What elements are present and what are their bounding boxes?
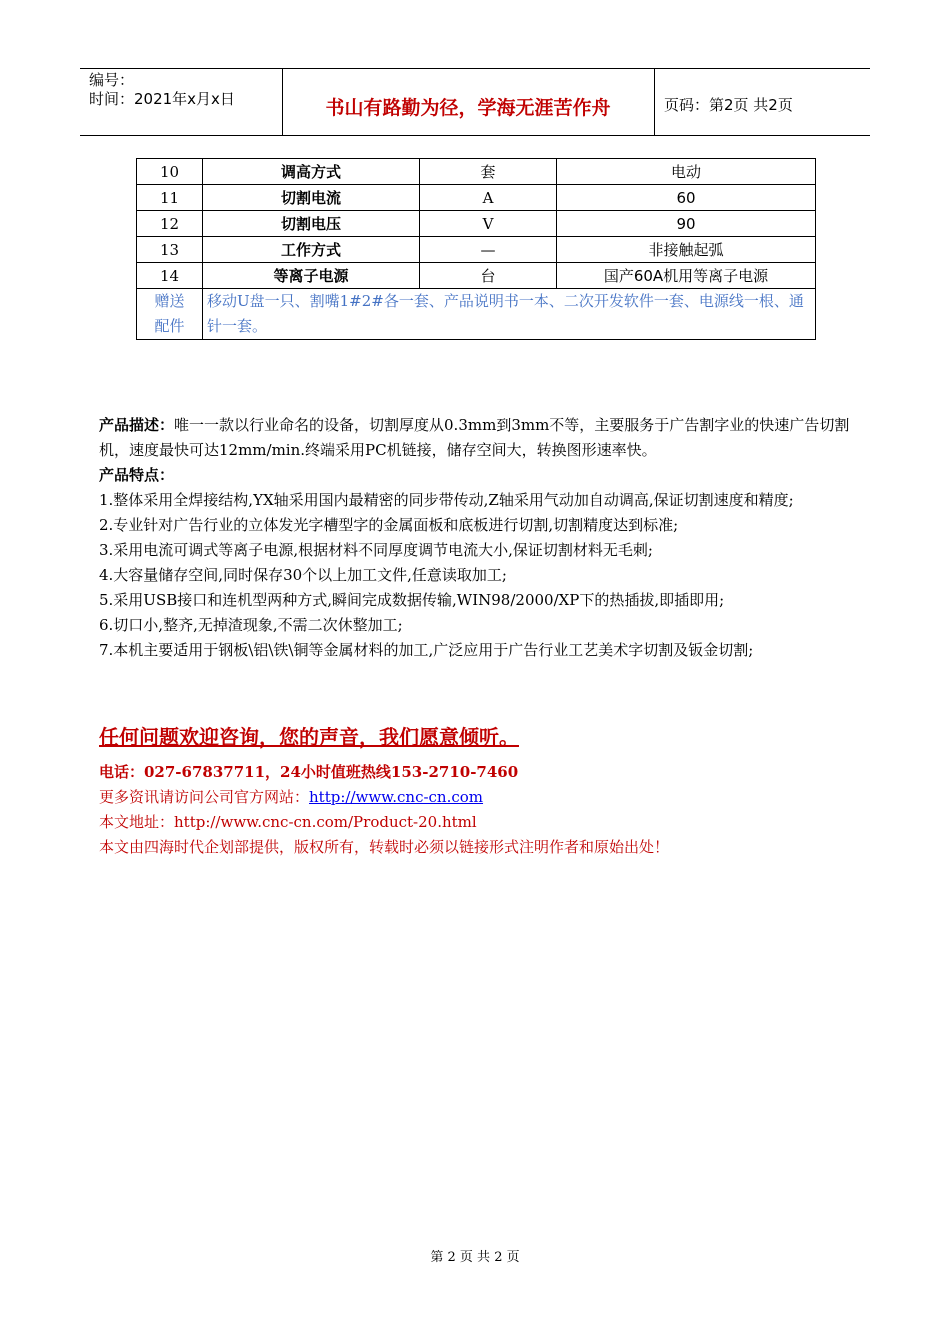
product-body	[99, 413, 859, 663]
spec-name: 调高方式	[203, 159, 420, 185]
header-top-border	[80, 68, 870, 69]
table-row	[137, 211, 816, 237]
header-meta	[89, 71, 235, 109]
features-label: 产品特点：	[99, 466, 175, 484]
contact-slogan: 任何问题欢迎咨询，您的声音，我们愿意倾听。	[99, 725, 519, 749]
doc-date: 时间：2021年x月x日	[89, 90, 235, 108]
header-divider	[654, 68, 655, 135]
spec-name: 工作方式	[203, 237, 420, 263]
gift-label	[137, 289, 203, 340]
spec-unit: V	[420, 211, 557, 237]
website-prefix: 更多资讯请访问公司官方网站：	[99, 788, 310, 806]
table-row	[137, 237, 816, 263]
website-link[interactable]: http://www.cnc-cn.com	[309, 788, 484, 806]
header-bottom-border	[80, 135, 870, 136]
gift-label-line: 赠送	[154, 292, 185, 310]
row-number: 14	[137, 263, 203, 289]
article-url: 本文地址：http://www.cnc-cn.com/Product-20.html	[99, 813, 477, 831]
feature-item: 1.整体采用全焊接结构,YX轴采用国内最精密的同步带传动,Z轴采用气动加自动调高,保证切割速度和精度;	[99, 491, 794, 509]
table-row	[137, 159, 816, 185]
spec-name: 切割电压	[203, 211, 420, 237]
header-motto: 书山有路勤为径，学海无涯苦作舟	[325, 97, 611, 119]
spec-unit: A	[420, 185, 557, 211]
feature-item: 3.采用电流可调式等离子电源,根据材料不同厚度调节电流大小,保证切割材料无毛刺;	[99, 541, 653, 559]
spec-name: 等离子电源	[203, 263, 420, 289]
table-row	[137, 263, 816, 289]
spec-value: 国产60A机用等离子电源	[557, 263, 816, 289]
row-number: 11	[137, 185, 203, 211]
description-text: 唯一一款以行业命名的设备，切割厚度从0.3mm到3mm不等，主要服务于广告割字业的快速广告切割机，速度最快可达12mm/min.终端采用PC机链接，储存空间大，转换图形速率快。	[99, 416, 850, 459]
contact-section	[99, 722, 859, 860]
feature-item: 5.采用USB接口和连机型两种方式,瞬间完成数据传输,WIN98/2000/XP下的热插拔,即插即用;	[99, 591, 725, 609]
spec-value: 90	[557, 211, 816, 237]
gift-label-line: 配件	[154, 317, 185, 335]
row-number: 13	[137, 237, 203, 263]
row-number: 10	[137, 159, 203, 185]
doc-number: 编号：	[89, 71, 135, 89]
spec-unit: 套	[420, 159, 557, 185]
feature-item: 7.本机主要适用于钢板\铝\铁\铜等金属材料的加工,广泛应用于广告行业工艺美术字切割及钣金切割;	[99, 641, 754, 659]
header-page-info: 页码：第2页 共2页	[664, 96, 793, 114]
table-row	[137, 185, 816, 211]
gift-row	[137, 289, 816, 340]
product-description	[99, 413, 859, 463]
feature-item: 2.专业针对广告行业的立体发光字槽型字的金属面板和底板进行切割,切割精度达到标准;	[99, 516, 679, 534]
contact-website	[99, 785, 859, 810]
spec-table	[136, 158, 816, 340]
gift-text: 移动U盘一只、割嘴1#2#各一套、产品说明书一本、二次开发软件一套、电源线一根、通针一套。	[203, 289, 816, 340]
feature-item: 4.大容量储存空间,同时保存30个以上加工文件,任意读取加工;	[99, 566, 507, 584]
spec-name: 切割电流	[203, 185, 420, 211]
spec-value: 60	[557, 185, 816, 211]
row-number: 12	[137, 211, 203, 237]
spec-value: 非接触起弧	[557, 237, 816, 263]
spec-unit: —	[420, 237, 557, 263]
description-label: 产品描述：	[99, 416, 175, 434]
page-footer: 第 2 页 共 2 页	[430, 1250, 520, 1265]
copyright-notice: 本文由四海时代企划部提供，版权所有，转载时必须以链接形式注明作者和原始出处！	[99, 838, 670, 856]
spec-unit: 台	[420, 263, 557, 289]
contact-phone: 电话：027-67837711，24小时值班热线153-2710-7460	[99, 763, 519, 781]
feature-item: 6.切口小,整齐,无掉渣现象,不需二次休整加工;	[99, 616, 403, 634]
spec-value: 电动	[557, 159, 816, 185]
